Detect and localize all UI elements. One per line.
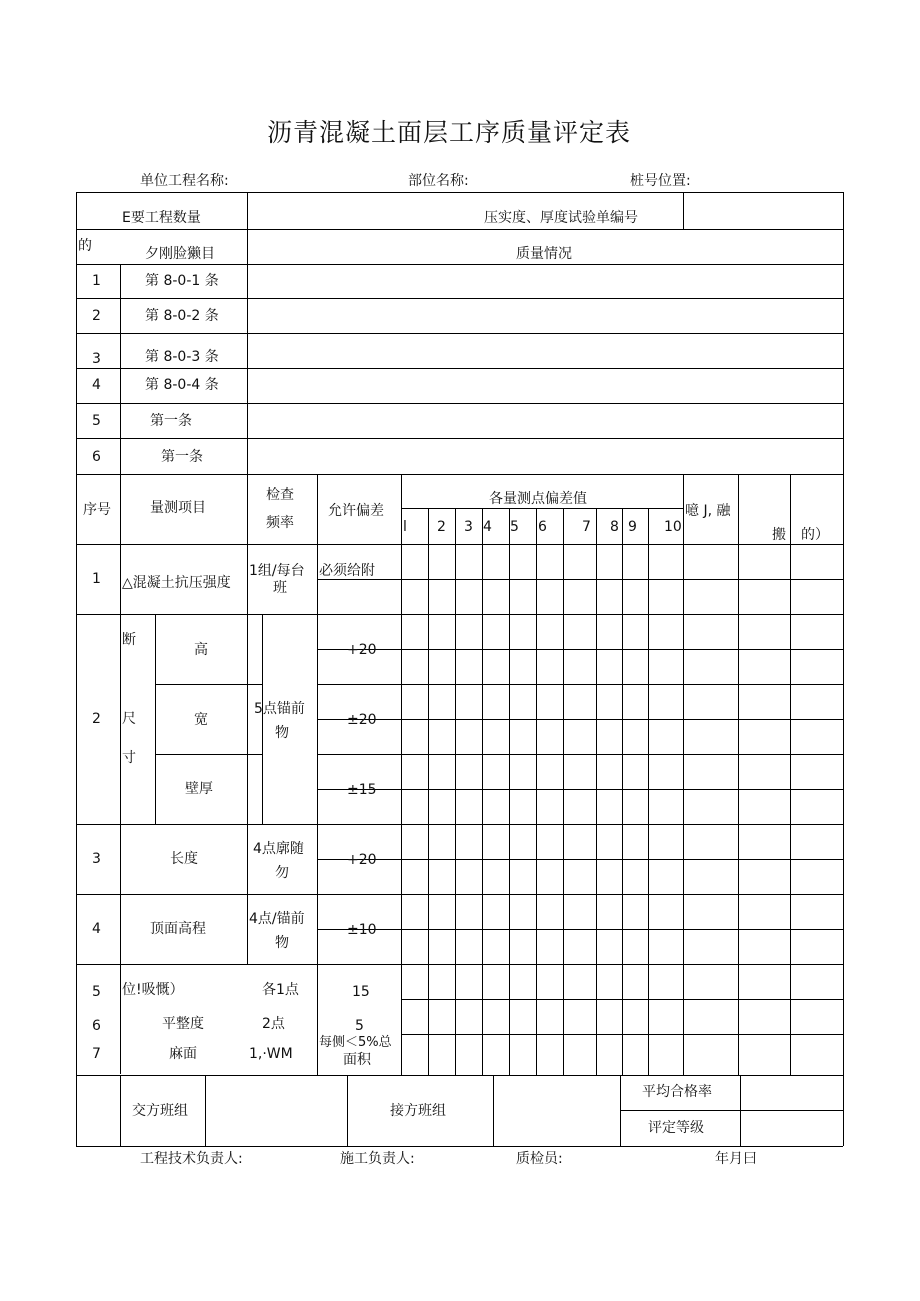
tolerance-line2: 面积 — [343, 1052, 371, 1068]
row-no: 6 — [92, 1018, 101, 1034]
sub-item: 壁厚 — [185, 781, 213, 797]
point-number: 8 — [610, 519, 619, 535]
tolerance: 必须给附 — [319, 563, 375, 579]
check-frequency: 1,·WM — [249, 1046, 293, 1062]
freq-header-line2: 频率 — [266, 515, 294, 531]
tolerance: 15 — [352, 984, 370, 1000]
measure-item: 顶面高程 — [150, 921, 206, 937]
tolerance: +20 — [347, 642, 377, 658]
check-frequency: 各1点 — [262, 982, 299, 998]
test-no-label: 压实度、厚度试验单编号 — [484, 210, 638, 226]
seq-header: 序号 — [83, 502, 111, 518]
tolerance: ±10 — [347, 922, 377, 938]
receiver-team-label: 接方班组 — [390, 1103, 446, 1119]
row-no: 2 — [92, 711, 101, 727]
handover-team-label: 交方班组 — [132, 1103, 188, 1119]
item-clause: 第 8-0-2 条 — [145, 308, 219, 324]
tolerance: 5 — [355, 1018, 364, 1034]
item-no: 1 — [92, 273, 101, 289]
item-no: 3 — [92, 351, 101, 367]
point-number: 4 — [483, 519, 492, 535]
point-number: 2 — [437, 519, 446, 535]
unit-project-label: 单位工程名称: — [140, 173, 229, 189]
check-frequency: 4点/锚前 — [249, 911, 305, 927]
check-frequency-line2: 勿 — [275, 865, 289, 881]
measure-item: 平整度 — [162, 1016, 204, 1032]
group-label: 尺 — [122, 711, 136, 727]
item-no: 2 — [92, 308, 101, 324]
quality-label: 质量情况 — [516, 246, 572, 262]
row-no: 1 — [92, 571, 101, 587]
point-number: l — [403, 519, 407, 535]
points-title: 各量测点偏差值 — [489, 491, 587, 507]
tolerance: ±15 — [347, 782, 377, 798]
item-no: 6 — [92, 449, 101, 465]
item-clause: 第一条 — [150, 413, 192, 429]
measure-item: △混凝土抗压强度 — [122, 575, 231, 591]
column-c-header: 的） — [801, 527, 829, 543]
point-number: 3 — [464, 519, 473, 535]
item-clause: 第 8-0-1 条 — [145, 273, 219, 289]
tolerance: ±20 — [347, 712, 377, 728]
tolerance: 每侧＜5%总 — [319, 1035, 392, 1050]
item-header: 量测项目 — [150, 500, 206, 516]
point-number: 6 — [538, 519, 547, 535]
tolerance-header: 允许偏差 — [328, 503, 384, 519]
check-frequency: 1组/每台 — [249, 563, 305, 579]
item-no: 5 — [92, 413, 101, 429]
check-frequency: 4点廓随 — [253, 841, 304, 857]
tolerance: +20 — [347, 852, 377, 868]
point-number: 5 — [510, 519, 519, 535]
inspector-label: 质检员: — [516, 1151, 563, 1167]
item-clause: 第 8-0-3 条 — [145, 349, 219, 365]
check-frequency-line2: 班 — [273, 580, 287, 596]
item-clause: 第一条 — [161, 449, 203, 465]
sub-item: 高 — [194, 642, 208, 658]
date-label: 年月曰 — [715, 1151, 757, 1167]
check-frequency: 5点锚前 — [254, 701, 305, 717]
measure-item: 麻面 — [169, 1046, 197, 1062]
construction-lead-label: 施工负责人: — [340, 1151, 415, 1167]
row-no: 3 — [92, 851, 101, 867]
stake-position-label: 桩号位置: — [630, 173, 691, 189]
item-clause: 第 8-0-4 条 — [145, 377, 219, 393]
tech-lead-label: 工程技术负责人: — [140, 1151, 243, 1167]
point-number: 10 — [664, 519, 682, 535]
point-number: 9 — [628, 519, 637, 535]
column-a-header: 噫 J, 融 — [685, 503, 731, 519]
left-mark: 的 — [78, 238, 92, 254]
part-name-label: 部位名称: — [408, 173, 469, 189]
check-frequency-line2: 物 — [275, 935, 289, 951]
item-no: 4 — [92, 377, 101, 393]
group-label: 断 — [122, 632, 136, 648]
average-pass-rate-label: 平均合格率 — [642, 1084, 712, 1100]
check-frequency-line2: 物 — [275, 725, 289, 741]
point-number: 7 — [582, 519, 591, 535]
row-no: 7 — [92, 1046, 101, 1062]
column-b-header: 搬 — [772, 527, 786, 543]
measure-item: 长度 — [170, 851, 198, 867]
measure-item: 位!吸慨） — [122, 982, 184, 998]
basic-req-label: 夕刚脸獭目 — [145, 246, 215, 262]
row-no: 4 — [92, 921, 101, 937]
sub-item: 宽 — [194, 712, 208, 728]
evaluation-grade-label: 评定等级 — [648, 1120, 704, 1136]
page-title: 沥青混凝土面层工序质量评定表 — [267, 118, 632, 147]
freq-header-line1: 检查 — [266, 487, 294, 503]
group-label: 寸 — [122, 750, 136, 766]
main-qty-label: E要工程数量 — [122, 210, 201, 226]
check-frequency: 2点 — [262, 1016, 285, 1032]
row-no: 5 — [92, 984, 101, 1000]
